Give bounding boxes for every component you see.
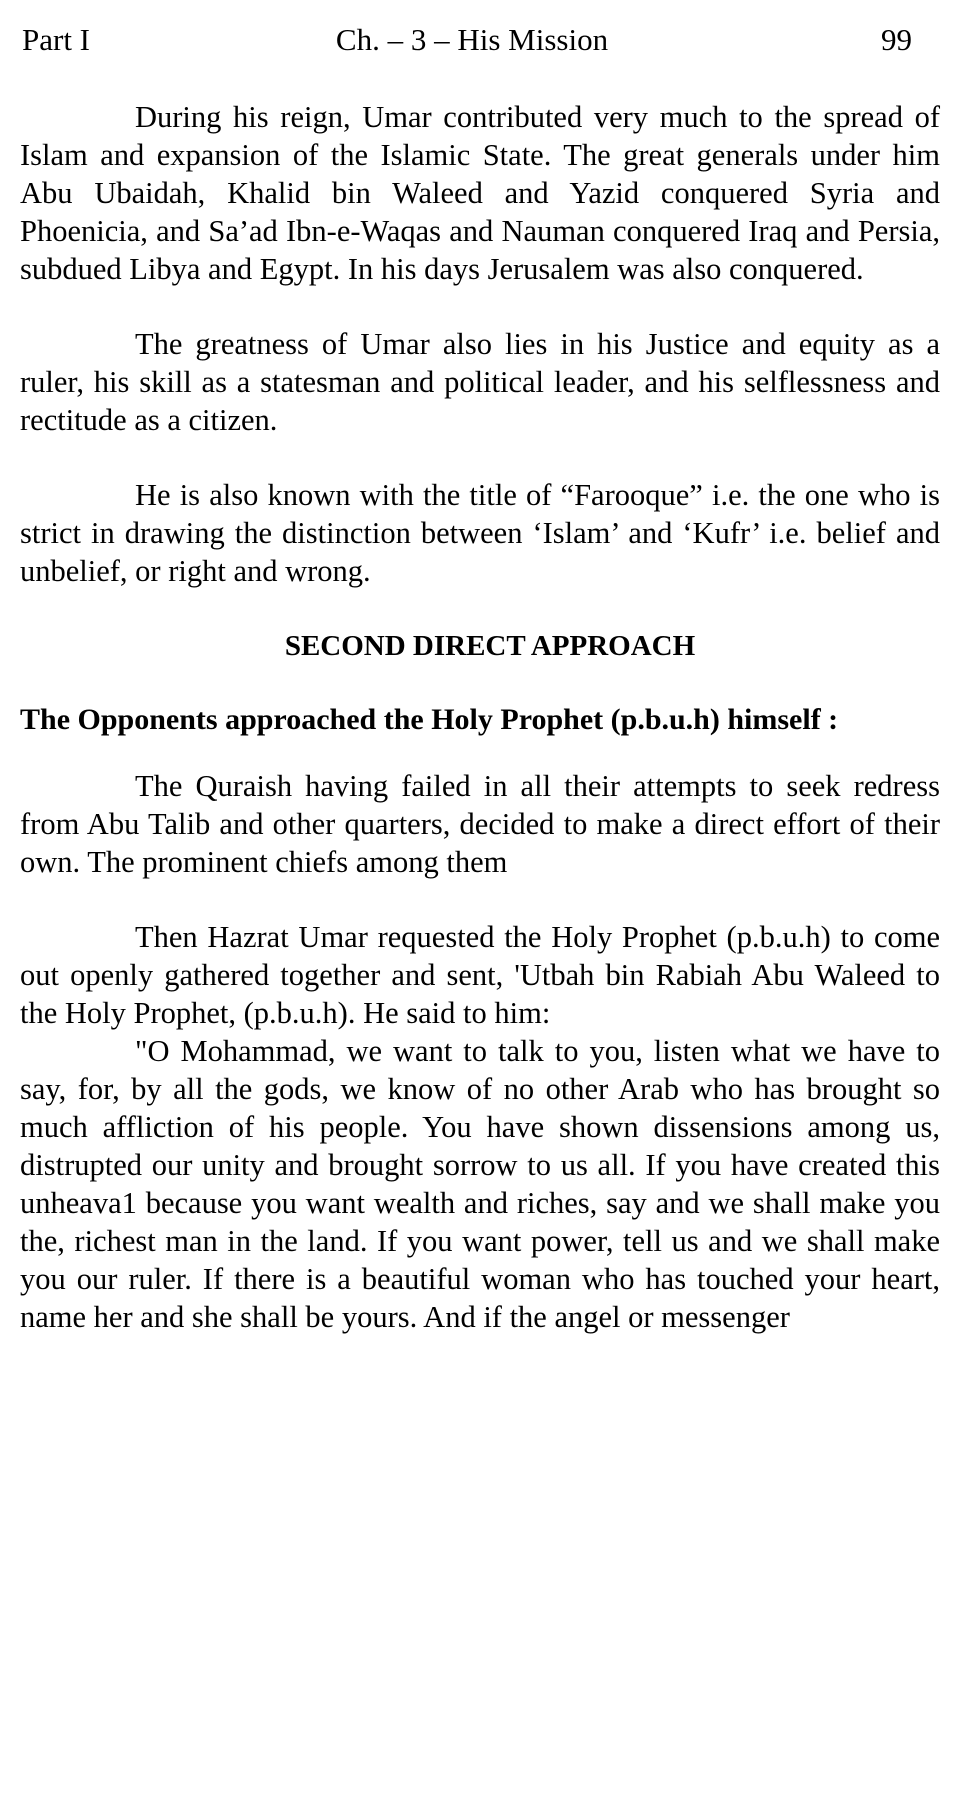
page-number: 99	[881, 22, 912, 57]
paragraph-umar-reign: During his reign, Umar contributed very much to the spread of Islam and expansion of the Islamic State. The great generals under him Abu Ubaidah, Khalid bin Waleed and Yazid conquered Syria and Phoenicia, and Sa’ad Ibn-e-Waqas and Nauman conquered Iraq and Persia, subdued Libya and Egypt. In his days Jerusalem was also conquered.	[20, 100, 940, 286]
section-heading: SECOND DIRECT APPROACH	[284, 630, 696, 662]
paragraph-umar-greatness: The greatness of Umar also lies in his Justice and equity as a ruler, his skill as a statesman and political leader, and his selflessness and rectitude as a citizen.	[20, 327, 940, 437]
paragraph-quraish-effort: The Quraish having failed in all their attempts to seek redress from Abu Talib and other quarters, decided to make a direct effort of their own. The prominent chiefs among them	[20, 769, 940, 879]
paragraph-utbah-speech: "O Mohammad, we want to talk to you, listen what we have to say, for, by all the gods, we know of no other Arab who has brought so much affliction of his people. You have shown dissensions among us, distrupted our unity and brought sorrow to us all. If you have created this unheava1 because you want wealth and riches, say and we shall make you the, richest man in the land. If you want power, tell us and we shall make you our ruler. If there is a beautiful woman who has touched your heart, name her and she shall be yours. And if the angel or messenger	[20, 1034, 940, 1334]
header-chapter-title: Ch. – 3 – His Mission	[335, 22, 609, 57]
running-header	[22, 16, 912, 64]
sub-heading: The Opponents approached the Holy Prophet (p.b.u.h) himself :	[20, 703, 839, 736]
body-text	[20, 98, 940, 1336]
paragraph-farooque-title: He is also known with the title of “Farooque” i.e. the one who is strict in drawing the distinction between ‘Islam’ and ‘Kufr’ i.e. belief and unbelief, or right and wrong.	[20, 478, 940, 588]
header-part-label: Part I	[22, 22, 91, 57]
paragraph-utbah-sent: Then Hazrat Umar requested the Holy Prophet (p.b.u.h) to come out openly gathered together and sent, 'Utbah bin Rabiah Abu Waleed to the Holy Prophet, (p.b.u.h). He said to him:	[20, 920, 940, 1030]
